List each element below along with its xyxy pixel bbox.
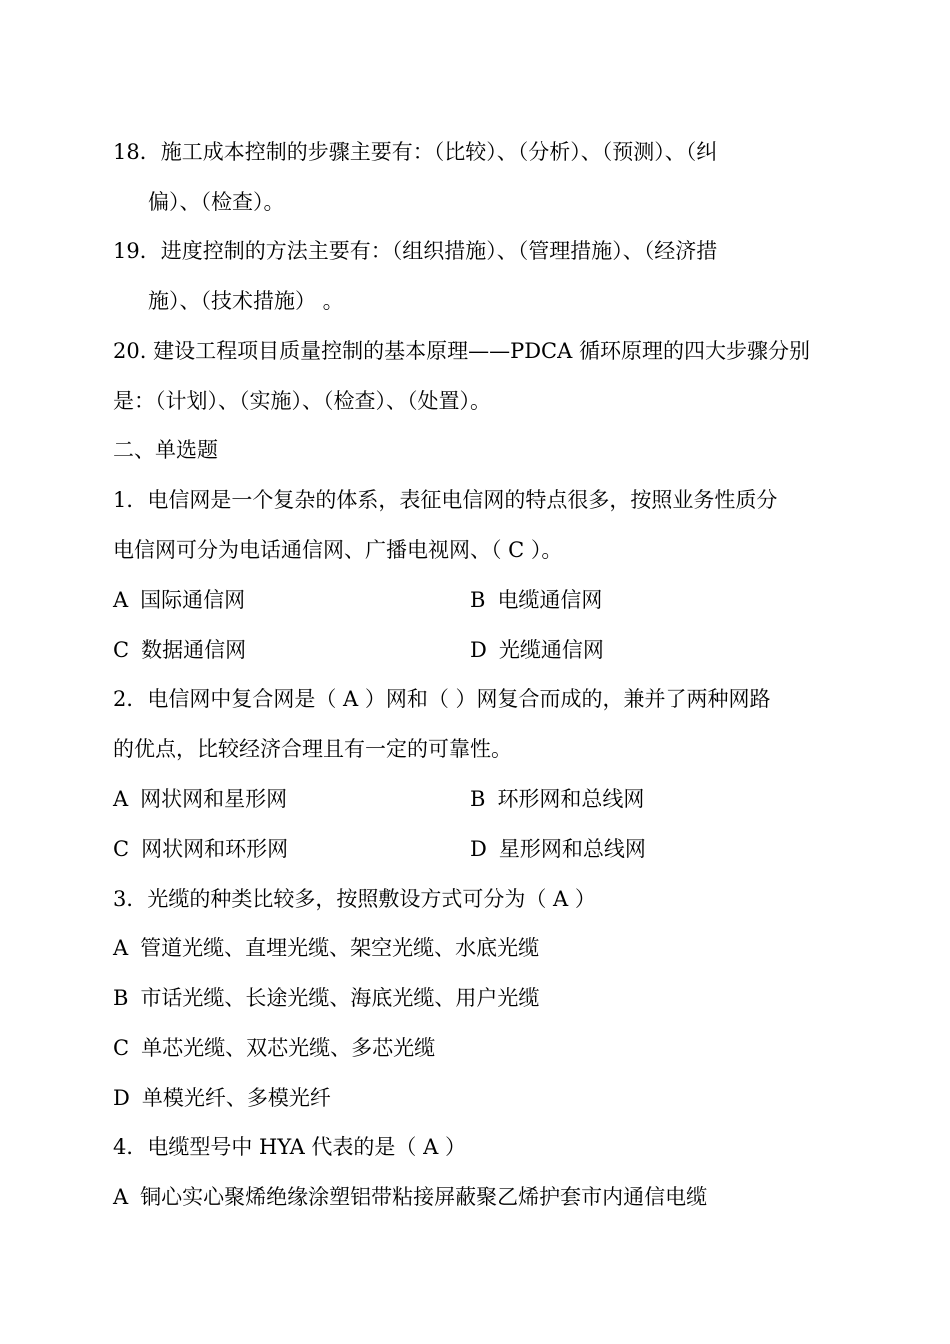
q2-line-2: 的优点，比较经济合理且有一定的可靠性。 (113, 737, 512, 761)
option-text: 铜心实心聚烯绝缘涂塑铝带粘接屏蔽聚乙烯护套市内通信电缆 (140, 1185, 708, 1209)
q1-option-d (470, 635, 604, 665)
q2-option-c (113, 834, 288, 864)
q3-option-d (113, 1083, 331, 1113)
q4-line-1: 4．电缆型号中 HYA 代表的是（ A ） (113, 1135, 466, 1159)
option-letter: B (113, 986, 129, 1010)
q19-line-1: 19．进度控制的方法主要有：（组织措施）、（管理措施）、（经济措 (113, 239, 718, 263)
q2-option-a (113, 784, 287, 814)
option-text: 管道光缆、直埋光缆、架空光缆、水底光缆 (140, 936, 540, 960)
option-letter: C (113, 837, 130, 861)
q1-line-1: 1．电信网是一个复杂的体系，表征电信网的特点很多，按照业务性质分 (113, 488, 778, 512)
q1-option-a (113, 585, 245, 615)
option-text: 电缆通信网 (497, 588, 603, 612)
option-letter: A (113, 1185, 129, 1209)
option-letter: B (470, 787, 486, 811)
option-text: 单芯光缆、双芯光缆、多芯光缆 (141, 1036, 436, 1060)
q2-option-b (470, 784, 644, 814)
q1-line-2: 电信网可分为电话通信网、广播电视网、（ C ）。 (113, 538, 563, 562)
option-letter: D (113, 1086, 130, 1110)
option-text: 单模光纤、多模光纤 (141, 1086, 331, 1110)
option-text: 光缆通信网 (498, 638, 604, 662)
option-text: 网状网和星形网 (140, 787, 288, 811)
option-letter: C (113, 1036, 130, 1060)
option-text: 国际通信网 (140, 588, 246, 612)
q18-line-1: 18．施工成本控制的步骤主要有：（比较）、（分析）、（预测）、（纠 (113, 140, 718, 164)
q2-option-d (470, 834, 646, 864)
q1-option-b (470, 585, 602, 615)
q4-option-a (113, 1182, 707, 1212)
option-letter: A (113, 936, 129, 960)
q19-line-2: 施）、（技术措施） 。 (148, 289, 344, 313)
q3-option-b (113, 983, 539, 1013)
option-text: 数据通信网 (141, 638, 247, 662)
option-letter: B (470, 588, 486, 612)
q20-line-1: 20. 建设工程项目质量控制的基本原理——PDCA 循环原理的四大步骤分别 (113, 339, 810, 363)
q20-line-2: 是：（计划）、（实施）、（检查）、（处置）。 (113, 389, 491, 413)
option-text: 网状网和环形网 (141, 837, 289, 861)
option-letter: D (470, 837, 487, 861)
q1-option-c (113, 635, 246, 665)
option-letter: A (113, 787, 129, 811)
option-text: 市话光缆、长途光缆、海底光缆、用户光缆 (140, 986, 540, 1010)
q18-line-2: 偏）、（检查）。 (148, 190, 285, 214)
option-text: 星形网和总线网 (498, 837, 646, 861)
q3-option-a (113, 933, 539, 963)
q3-option-c (113, 1033, 435, 1063)
option-letter: C (113, 638, 130, 662)
q3-line-1: 3．光缆的种类比较多，按照敷设方式可分为（ A ） (113, 887, 596, 911)
option-text: 环形网和总线网 (497, 787, 645, 811)
option-letter: D (470, 638, 487, 662)
q2-line-1: 2．电信网中复合网是（ A ）网和（ ）网复合而成的，兼并了两种网路 (113, 687, 771, 711)
option-letter: A (113, 588, 129, 612)
section-title: 二、单选题 (113, 438, 218, 462)
